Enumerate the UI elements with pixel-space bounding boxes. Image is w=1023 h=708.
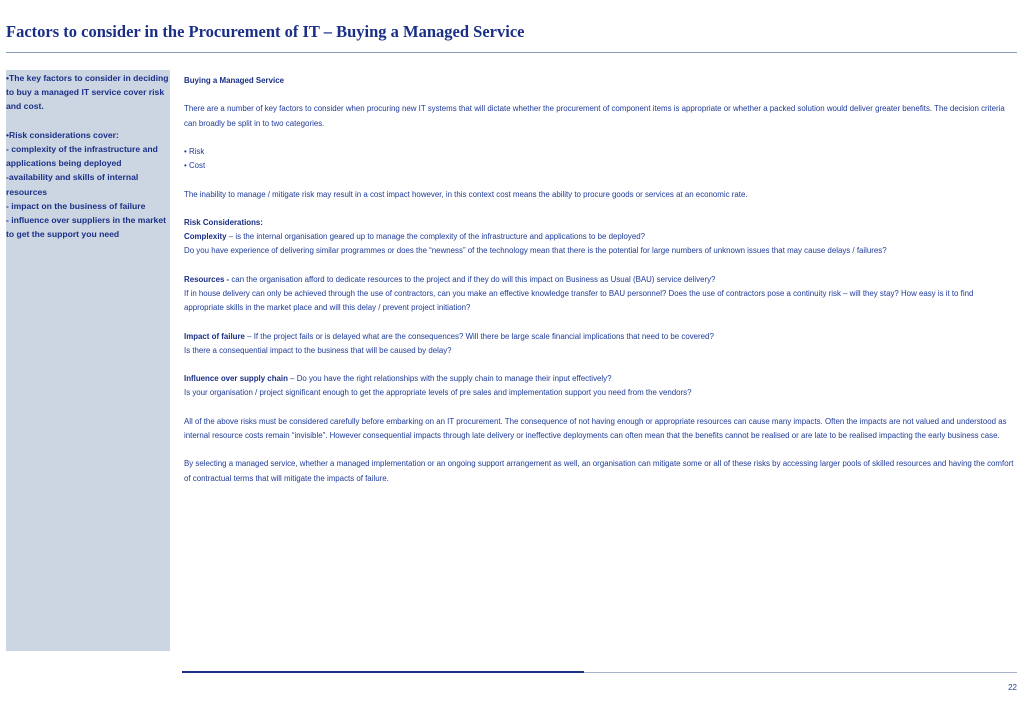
conclusion-paragraph: By selecting a managed service, whether a managed implementation or an ongoing support arrangement as well, an organisation can mitigate some or all of these risks by accessing larger pools of skilled resources and having the comfort of contractual terms that will mitigate the impacts of failure.	[184, 459, 1014, 483]
page-title: Factors to consider in the Procurement of IT – Buying a Managed Service	[6, 22, 525, 41]
sidebar-item: - influence over suppliers in the market to get the support you need	[6, 215, 166, 240]
resources-label: Resources -	[184, 274, 230, 284]
sidebar-considerations-heading: •Risk considerations cover:	[6, 129, 119, 140]
summary-paragraph: All of the above risks must be considered carefully before embarking on an IT procurement. The consequence of not having enough or appropriate resources can cause many impacts. Often the impacts are not valued and understood as internal resource costs remain “invisible”. However consequential impacts through late delivery or ineffective deployments can often mean that the benefits cannot be realised or are late to be realised impacting the early business case.	[184, 416, 1007, 440]
main-content	[184, 74, 1014, 486]
key-factors-sidebar	[6, 70, 170, 651]
influence-detail: Is your organisation / project significant enough to get the appropriate levels of pre sales and implementation support you need from the vendors?	[184, 388, 692, 398]
title-divider	[6, 52, 1017, 53]
section-heading: Buying a Managed Service	[184, 76, 284, 85]
complexity-detail: Do you have experience of delivering similar programmes or does the “newness” of the technology mean that there is the potential for large numbers of unknown issues that may cause delays / failures?	[184, 246, 887, 256]
sidebar-item: - impact on the business of failure	[6, 200, 146, 211]
intro-paragraph: There are a number of key factors to consider when procuring new IT systems that will dictate whether the procurement of component items is appropriate or whether a packed solution would deliver greater benefits. The decision criteria can broadly be split in to two categories.	[184, 104, 1005, 128]
category-item: • Cost	[184, 161, 206, 171]
resources-line: Resources - can the organisation afford to dedicate resources to the project and if they do will this impact on Business as Usual (BAU) service delivery?	[184, 274, 716, 284]
page-number: 22	[1008, 683, 1017, 692]
sidebar-intro: •The key factors to consider in deciding to buy a managed IT service cover risk and cost.	[6, 73, 169, 112]
impact-line: Impact of failure – If the project fails or is delayed what are the consequences? Will there be large scale financial implications that need to be covered?	[184, 331, 714, 341]
complexity-label: Complexity	[184, 232, 227, 242]
resources-detail: If in house delivery can only be achieved through the use of contractors, can you make an effective knowledge transfer to BAU personnel? Does the use of contractors pose a continuity risk – will they stay? How easy is it to find appropriate skills in the market place and will this delay / prevent project initiation?	[184, 288, 974, 313]
sidebar-item: -availability and skills of internal resources	[6, 172, 139, 197]
complexity-line: Complexity – is the internal organisation geared up to manage the complexity of the infrastructure and applications to be deployed?	[184, 232, 646, 242]
influence-label: Influence over supply chain	[184, 374, 288, 384]
footer-accent-bar	[182, 671, 584, 673]
influence-line: Influence over supply chain – Do you have the right relationships with the supply chain to manage their input effectively?	[184, 374, 612, 384]
impact-detail: Is there a consequential impact to the business that will be caused by delay?	[184, 345, 452, 355]
risk-heading: Risk Considerations:	[184, 217, 263, 227]
cost-note: The inability to manage / mitigate risk may result in a cost impact however, in this context cost means the ability to procure goods or services at an economic rate.	[184, 189, 748, 199]
impact-label: Impact of failure	[184, 331, 245, 341]
sidebar-item: - complexity of the infrastructure and applications being deployed	[6, 144, 158, 169]
category-item: • Risk	[184, 146, 205, 156]
